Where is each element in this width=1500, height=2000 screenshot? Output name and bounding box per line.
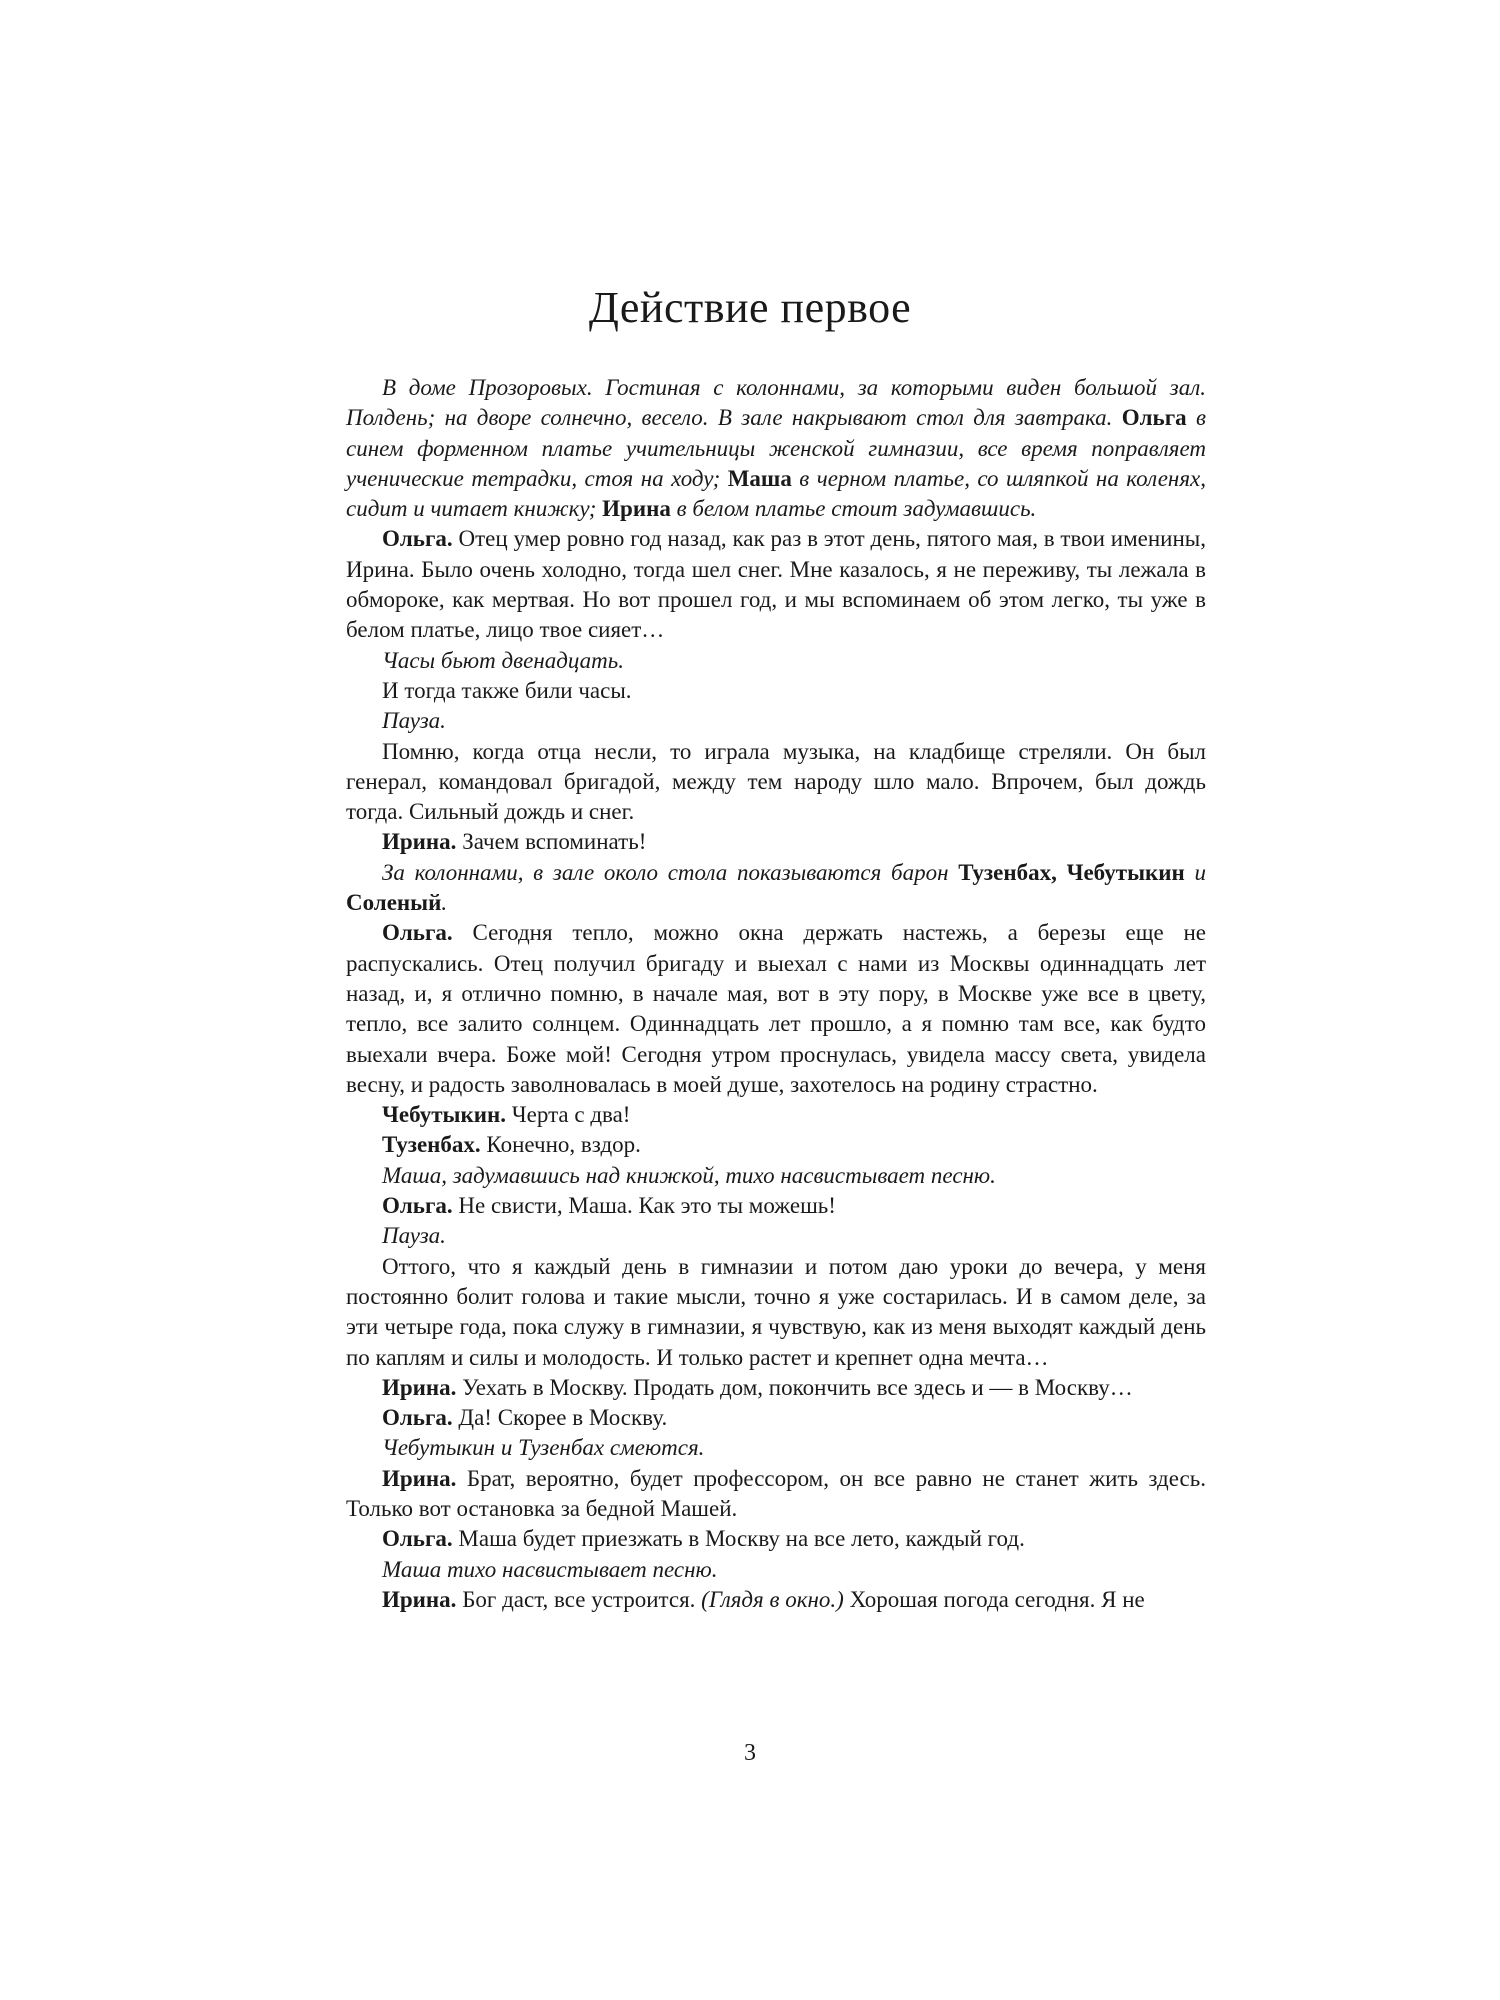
speech-paragraph (346, 1373, 1206, 1403)
direction-text: В доме Прозоровых. Гостиная с колоннами, за которыми виден большой зал. Полдень; на дворе солнечно, весело. В зале накрывают стол для завтрака. (346, 375, 1206, 431)
character-name: Ольга. (382, 1526, 453, 1552)
character-name: Соленый (346, 890, 442, 916)
dialogue-text: Да! Скорее в Москву. (452, 1405, 668, 1431)
direction-text: в синем форменном платье учительницы женской гимназии, все время поправляет ученические тетрадки, стоя на ходу; (346, 405, 1206, 491)
direction-text: Часы бьют двенадцать. (382, 647, 624, 673)
dialogue-text: Не свисти, Маша. Как это ты можешь! (452, 1193, 836, 1219)
dialogue-text: Брат, вероятно, будет профессором, он все равно не станет жить здесь. Только вот остановка за бедной Машей. (346, 1465, 1206, 1521)
page-number: 3 (744, 1740, 756, 1766)
direction-text: Пауза. (382, 708, 446, 734)
act-title: Действие первое (588, 283, 912, 332)
character-name: Ирина. (382, 829, 457, 855)
direction-text: . (441, 890, 448, 916)
speech-paragraph (346, 676, 1206, 706)
speech-paragraph (346, 827, 1206, 857)
stage-direction (346, 1161, 1206, 1191)
character-name: Маша (727, 465, 792, 491)
direction-text: Чебутыкин и Тузенбах смеются. (382, 1435, 705, 1461)
dialogue-text: Бог даст, все устроится. (456, 1586, 702, 1612)
dialogue-text: Черта с два! (505, 1102, 631, 1128)
direction-text: в белом платье стоит задумавшись. (670, 496, 1037, 522)
direction-text: Пауза. (382, 1223, 446, 1249)
speech-paragraph (346, 1130, 1206, 1160)
character-name: Ирина (602, 496, 671, 522)
stage-direction (346, 858, 1206, 919)
dialogue-text: Конечно, вздор. (480, 1132, 641, 1158)
character-name: Тузенбах, Чебутыкин (958, 859, 1185, 885)
dialogue-text: Зачем вспоминать! (456, 829, 647, 855)
dialogue-text: Сегодня тепло, можно окна держать настежь, а березы еще не распускались. Отец получил бригаду и выехал с нами из Москвы одиннадцать лет назад, и, я отлично помню, в начале мая, вот в эту пору, в Москве уже все в цвету, тепло, все залито солнцем. Одиннадцать лет прошло, а я помню там все, как будто выехали вчера. Боже мой! Сегодня утром проснулась, увидела массу света, увидела весну, и радость заволновалась в моей душе, захотелось на родину страстно. (346, 920, 1206, 1097)
direction-text: в черном платье, со шляпкой на коленях, сидит и читает книжку; (346, 465, 1206, 522)
speech-paragraph (346, 1524, 1206, 1554)
stage-direction (346, 373, 1206, 524)
dialogue-text: Помню, когда отца несли, то играла музыка, на кладбище стреляли. Он был генерал, командовал бригадой, между тем народу шло мало. Впрочем, был дождь тогда. Сильный дождь и снег. (346, 738, 1206, 825)
character-name: Ольга. (382, 526, 453, 552)
speech-paragraph (346, 1252, 1206, 1373)
character-name: Ольга. (382, 1405, 453, 1431)
direction-text: (Глядя в окно.) (701, 1586, 844, 1612)
dialogue-text: Уехать в Москву. Продать дом, покончить все здесь и — в Москву… (456, 1374, 1133, 1400)
speech-paragraph (346, 1464, 1206, 1525)
character-name: Ирина. (382, 1374, 457, 1400)
dialogue-text: Оттого, что я каждый день в гимназии и потом даю уроки до вечера, у меня постоянно болит голова и такие мысли, точно я уже состарилась. И в самом деле, за эти четыре года, пока служу в гимназии, я чувствую, как из меня выходят каждый день по каплям и силы и молодость. И только растет и крепнет одна мечта… (346, 1253, 1206, 1370)
speech-paragraph (346, 918, 1206, 1100)
character-name: Ирина. (382, 1586, 457, 1612)
dialogue-text: И тогда также били часы. (382, 677, 632, 703)
character-name: Ольга (1121, 405, 1187, 431)
speech-paragraph (346, 737, 1206, 828)
character-name: Тузенбах. (382, 1132, 481, 1158)
direction-text: Маша тихо насвистывает песню. (382, 1556, 718, 1582)
speech-paragraph (346, 1191, 1206, 1221)
play-text (346, 373, 1206, 1615)
speech-paragraph (346, 1100, 1206, 1130)
character-name: Ольга. (382, 920, 453, 946)
direction-text: За колоннами, в зале около стола показываются барон (382, 859, 959, 885)
character-name: Чебутыкин. (382, 1102, 506, 1128)
dialogue-text: Хорошая погода сегодня. Я не (843, 1586, 1145, 1612)
character-name: Ирина. (382, 1465, 457, 1491)
direction-text: Маша, задумавшись над книжкой, тихо насвистывает песню. (382, 1162, 996, 1188)
stage-direction (346, 646, 1206, 676)
stage-direction (346, 1221, 1206, 1251)
dialogue-text: Маша будет приезжать в Москву на все лето, каждый год. (452, 1526, 1025, 1552)
stage-direction (346, 706, 1206, 736)
speech-paragraph (346, 524, 1206, 645)
stage-direction (346, 1433, 1206, 1463)
speech-paragraph (346, 1585, 1206, 1615)
direction-text: и (1184, 859, 1207, 885)
character-name: Ольга. (382, 1193, 453, 1219)
stage-direction (346, 1555, 1206, 1585)
speech-paragraph (346, 1403, 1206, 1433)
dialogue-text: Отец умер ровно год назад, как раз в этот день, пятого мая, в твои именины, Ирина. Было очень холодно, тогда шел снег. Мне казалось, я не переживу, ты лежала в обмороке, как мертвая. Но вот прошел год, и мы вспоминаем об этом легко, ты уже в белом платье, лицо твое сияет… (346, 526, 1206, 643)
